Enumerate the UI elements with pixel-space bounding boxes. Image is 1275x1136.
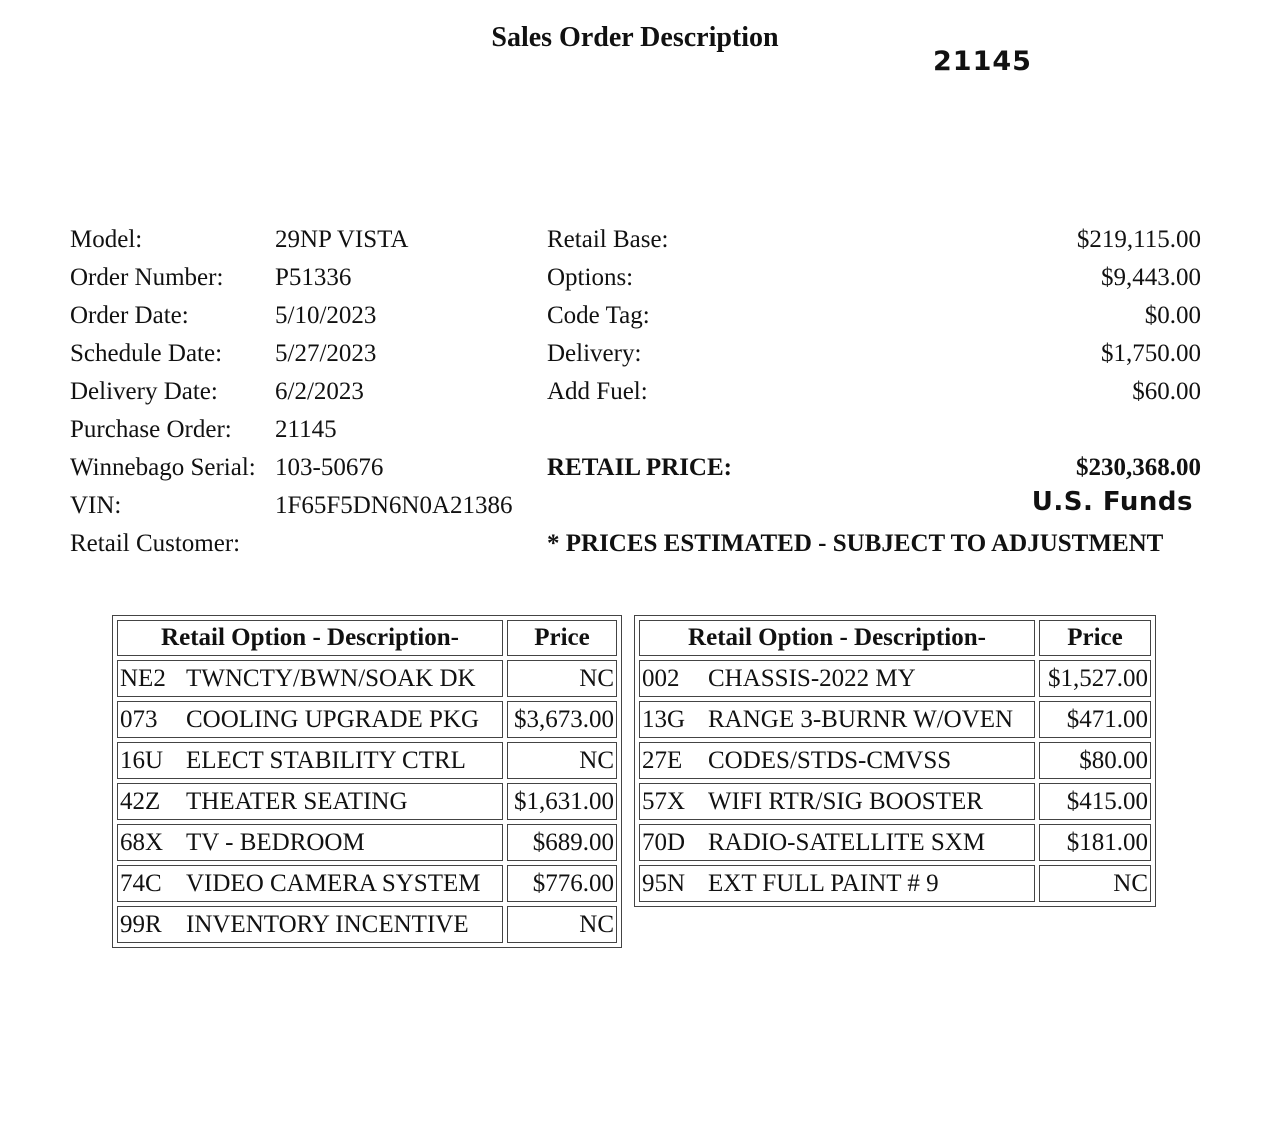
description-header: Retail Option - Description- xyxy=(639,620,1035,656)
table-row xyxy=(117,660,617,697)
table-row xyxy=(639,783,1151,820)
schedule-date-label: Schedule Date: xyxy=(70,340,223,367)
option-description: RADIO-SATELLITE SXM xyxy=(708,828,986,856)
options-table-right xyxy=(634,615,1156,907)
price-disclaimer: * PRICES ESTIMATED - SUBJECT TO ADJUSTMENT xyxy=(547,530,1164,557)
table-row xyxy=(639,824,1151,861)
option-description-cell xyxy=(639,701,1035,738)
option-description: COOLING UPGRADE PKG xyxy=(186,705,480,733)
price-header: Price xyxy=(507,620,617,656)
retail-base-value: $219,115.00 xyxy=(1076,226,1201,253)
code-tag-value: $0.00 xyxy=(1144,302,1201,329)
model-value: 29NP VISTA xyxy=(275,226,409,253)
table-row xyxy=(639,742,1151,779)
option-price: $3,673.00 xyxy=(507,701,617,738)
option-price: $181.00 xyxy=(1039,824,1151,861)
option-code: 073 xyxy=(120,705,158,733)
retail-price-label: RETAIL PRICE: xyxy=(547,454,732,481)
table-row xyxy=(639,701,1151,738)
table-row xyxy=(639,865,1151,902)
table-header-row xyxy=(639,620,1151,656)
page-title: Sales Order Description xyxy=(491,22,779,53)
table-row xyxy=(639,660,1151,697)
option-description: RANGE 3-BURNR W/OVEN xyxy=(708,705,1014,733)
add-fuel-label: Add Fuel: xyxy=(547,378,648,405)
option-description-cell xyxy=(117,783,503,820)
table-row xyxy=(117,701,617,738)
code-tag-label: Code Tag: xyxy=(547,302,650,329)
option-description: WIFI RTR/SIG BOOSTER xyxy=(708,787,983,815)
vin-value: 1F65F5DN6N0A21386 xyxy=(275,492,513,519)
options-value: $9,443.00 xyxy=(1101,264,1201,291)
add-fuel-value: $60.00 xyxy=(1132,378,1201,405)
option-description-cell xyxy=(639,660,1035,697)
table-row xyxy=(117,906,617,943)
option-description-cell xyxy=(117,906,503,943)
option-code: NE2 xyxy=(120,664,166,692)
table-row xyxy=(117,742,617,779)
description-header: Retail Option - Description- xyxy=(117,620,503,656)
table-row xyxy=(117,824,617,861)
option-code: 42Z xyxy=(120,787,161,815)
option-description: CHASSIS-2022 MY xyxy=(708,664,916,692)
option-description: CODES/STDS-CMVSS xyxy=(708,746,952,774)
option-description-cell xyxy=(117,742,503,779)
retail-base-label: Retail Base: xyxy=(547,226,669,253)
option-code: 68X xyxy=(120,828,164,856)
delivery-label: Delivery: xyxy=(547,340,642,367)
schedule-date-value: 5/27/2023 xyxy=(275,340,377,367)
option-description-cell xyxy=(117,824,503,861)
option-code: 13G xyxy=(642,705,686,733)
option-description-cell xyxy=(639,865,1035,902)
order-number-value: P51336 xyxy=(275,264,352,291)
order-number-label: Order Number: xyxy=(70,264,224,291)
option-description: INVENTORY INCENTIVE xyxy=(186,910,469,938)
option-price: $415.00 xyxy=(1039,783,1151,820)
option-code: 16U xyxy=(120,746,164,774)
option-code: 002 xyxy=(642,664,680,692)
option-code: 57X xyxy=(642,787,686,815)
option-price: $471.00 xyxy=(1039,701,1151,738)
delivery-date-label: Delivery Date: xyxy=(70,378,218,405)
vin-label: VIN: xyxy=(70,492,122,519)
delivery-date-value: 6/2/2023 xyxy=(275,378,364,405)
option-price: NC xyxy=(1039,865,1151,902)
option-description-cell xyxy=(117,865,503,902)
option-description: THEATER SEATING xyxy=(186,787,408,815)
option-price: $776.00 xyxy=(507,865,617,902)
table-row xyxy=(117,783,617,820)
table-row xyxy=(117,865,617,902)
option-code: 99R xyxy=(120,910,162,938)
retail-price-value: $230,368.00 xyxy=(1076,454,1201,481)
table-header-row xyxy=(117,620,617,656)
option-description: TWNCTY/BWN/SOAK DK xyxy=(186,664,476,692)
serial-value: 103-50676 xyxy=(275,454,384,481)
funds-note: U.S. Funds xyxy=(1031,487,1193,517)
option-code: 70D xyxy=(642,828,686,856)
order-date-value: 5/10/2023 xyxy=(275,302,377,329)
option-price: $80.00 xyxy=(1039,742,1151,779)
option-description-cell xyxy=(639,783,1035,820)
option-price: $689.00 xyxy=(507,824,617,861)
options-table-left xyxy=(112,615,622,948)
option-description-cell xyxy=(117,660,503,697)
options-label: Options: xyxy=(547,264,634,291)
option-code: 27E xyxy=(642,746,683,774)
option-price: $1,631.00 xyxy=(507,783,617,820)
option-description-cell xyxy=(117,701,503,738)
option-description: EXT FULL PAINT # 9 xyxy=(708,869,939,897)
option-description: TV - BEDROOM xyxy=(186,828,365,856)
option-description: ELECT STABILITY CTRL xyxy=(186,746,466,774)
option-description: VIDEO CAMERA SYSTEM xyxy=(186,869,481,897)
option-code: 74C xyxy=(120,869,162,897)
option-price: $1,527.00 xyxy=(1039,660,1151,697)
option-description-cell xyxy=(639,824,1035,861)
price-header: Price xyxy=(1039,620,1151,656)
purchase-order-label: Purchase Order: xyxy=(70,416,232,443)
order-date-label: Order Date: xyxy=(70,302,189,329)
po-number: 21145 xyxy=(933,46,1032,77)
delivery-value: $1,750.00 xyxy=(1101,340,1201,367)
retail-customer-label: Retail Customer: xyxy=(70,530,241,557)
option-code: 95N xyxy=(642,869,686,897)
option-description-cell xyxy=(639,742,1035,779)
option-price: NC xyxy=(507,742,617,779)
option-price: NC xyxy=(507,906,617,943)
option-price: NC xyxy=(507,660,617,697)
purchase-order-value: 21145 xyxy=(275,416,337,443)
model-label: Model: xyxy=(70,226,143,253)
serial-label: Winnebago Serial: xyxy=(70,454,256,481)
